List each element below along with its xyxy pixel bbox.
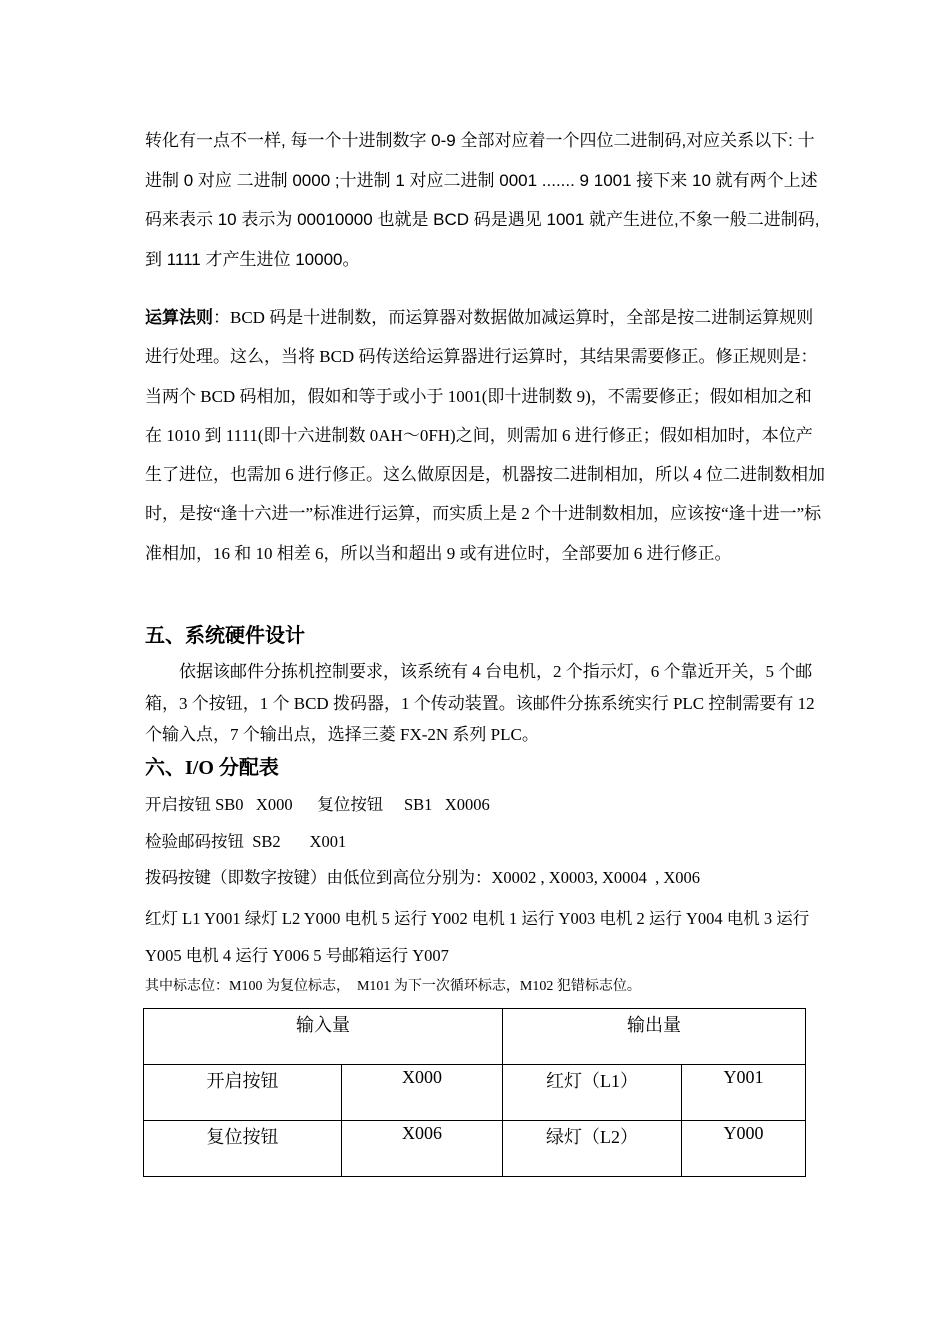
io-line-check-code: 检验邮码按钮 SB2 X001	[145, 832, 347, 851]
output-address-cell: Y000	[682, 1121, 806, 1177]
input-address-cell: X006	[342, 1121, 503, 1177]
section-6-heading: 六、I/O 分配表	[145, 757, 279, 779]
header-input: 输入量	[144, 1009, 503, 1065]
section-5-heading: 五、系统硬件设计	[145, 625, 305, 647]
header-output: 输出量	[503, 1009, 806, 1065]
output-name-cell: 绿灯（L2）	[503, 1121, 682, 1177]
output-name-cell: 红灯（L1）	[503, 1065, 682, 1121]
input-name-cell: 开启按钮	[144, 1065, 342, 1121]
io-line-dial-keys: 拨码按键（即数字按键）由低位到高位分别为：X0002 , X0003, X0004 , X006	[145, 868, 701, 887]
io-line-start-reset: 开启按钮 SB0 X000 复位按钮 SB1 X0006	[145, 795, 490, 814]
output-address-cell: Y001	[682, 1065, 806, 1121]
table-header-row	[144, 1009, 806, 1065]
bcd-intro-paragraph: 转化有一点不一样, 每一个十进制数字 0-9 全部对应着一个四位二进制码,对应关系以下: 十进制 0 对应 二进制 0000 ;十进制 1 对应二进制 0001 ....... 9 1001 接下来 10 就有两个上述码来表示 10 表示为 00010000 也就是 BCD 码是遇见 1001 就产生进位,不象一般二进制码,到 1111 才产生进位 10000。	[145, 131, 820, 269]
rules-paragraph	[145, 298, 825, 573]
io-assignment-table	[143, 1008, 806, 1177]
io-line-outputs: 红灯 L1 Y001 绿灯 L2 Y000 电机 5 运行 Y002 电机 1 运行 Y003 电机 2 运行 Y004 电机 3 运行 Y005 电机 4 运行 Y006 5 号邮箱运行 Y007	[145, 909, 810, 965]
section-5-paragraph: 依据该邮件分拣机控制要求，该系统有 4 台电机，2 个指示灯，6 个靠近开关，5 个邮箱，3 个按钮，1 个 BCD 拨码器，1 个传动装置。该邮件分拣系统实行 PLC 控制需要有 12 个输入点，7 个输出点，选择三菱 FX-2N 系列 PLC。	[145, 662, 815, 744]
rules-label: 运算法则	[145, 308, 213, 327]
input-name-cell: 复位按钮	[144, 1121, 342, 1177]
table-row	[144, 1121, 806, 1177]
flag-note: 其中标志位：M100 为复位标志， M101 为下一次循环标志，M102 犯错标志位。	[145, 979, 641, 994]
rules-text: ：BCD 码是十进制数，而运算器对数据做加减运算时，全部是按二进制运算规则进行处理。这么，当将 BCD 码传送给运算器进行运算时，其结果需要修正。修正规则是：当两个 BCD 码相加，假如和等于或小于 1001(即十进制数 9)，不需要修正；假如相加之和在 1010 到 1111(即十六进制数 0AH～0FH)之间，则需加 6 进行修正；假如相加时，本位产生了进位，也需加 6 进行修正。这么做原因是，机器按二进制相加，所以 4 位二进制数相加时，是按“逢十六进一”标准进行运算，而实质上是 2 个十进制数相加，应该按“逢十进一”标准相加，16 和 10 相差 6，所以当和超出 9 或有进位时，全部要加 6 进行修正。	[145, 308, 825, 563]
input-address-cell: X000	[342, 1065, 503, 1121]
table-row	[144, 1065, 806, 1121]
